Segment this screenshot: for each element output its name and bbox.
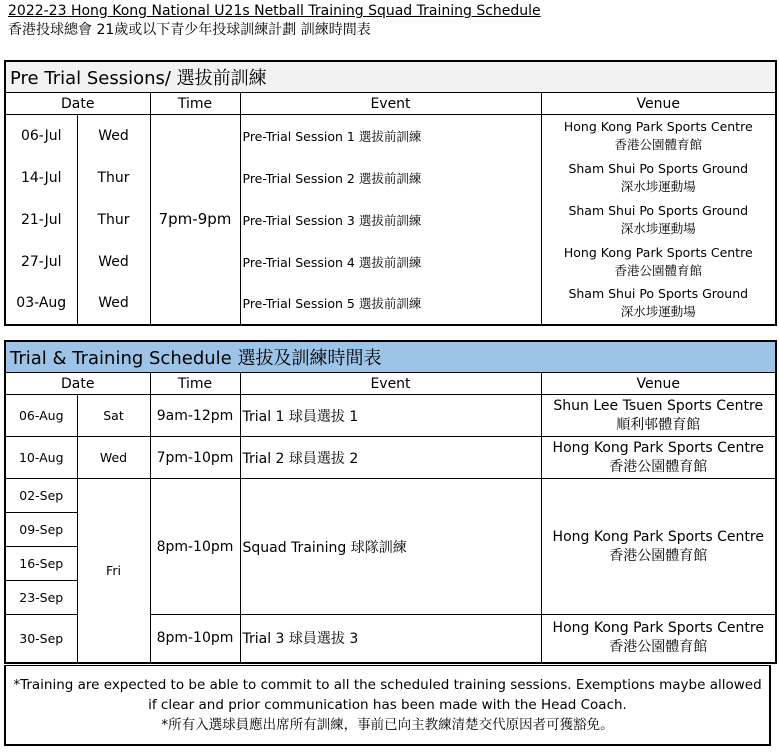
- footnote-line-1: *Training are expected to be able to commit to all the scheduled training sessions. Exemptions maybe allowed: [13, 677, 762, 693]
- venue-cell: [541, 157, 776, 199]
- venue-en: Shun Lee Tsuen Sports Centre: [553, 397, 764, 414]
- col-time-header: Time: [150, 93, 240, 115]
- pre-trial-time-cell: 7pm-9pm: [150, 115, 240, 325]
- venue-cell: [541, 241, 776, 283]
- event-cell: Trial 1 球員選拔 1: [240, 395, 541, 437]
- event-cell: Pre-Trial Session 4 選拔前訓練: [240, 241, 541, 283]
- venue-en: Hong Kong Park Sports Centre: [552, 439, 764, 456]
- venue-cell: [541, 115, 776, 157]
- day-cell: Wed: [77, 437, 150, 479]
- venue-cell: [541, 199, 776, 241]
- date-cell: 02-Sep: [5, 479, 77, 513]
- col-venue-header: Venue: [541, 373, 776, 395]
- date-cell: 06-Jul: [5, 115, 77, 157]
- day-cell: Sat: [77, 395, 150, 437]
- trial-table: [4, 340, 777, 664]
- table-row: [5, 157, 776, 199]
- day-cell: Thur: [77, 199, 150, 241]
- pre-trial-table: [4, 60, 777, 326]
- date-cell: 10-Aug: [5, 437, 77, 479]
- venue-zh: 香港公園體育館: [609, 458, 708, 475]
- venue-zh: 順利邨體育館: [616, 416, 701, 433]
- date-cell: 21-Jul: [5, 199, 77, 241]
- venue-cell: [541, 283, 776, 325]
- venue-en: Hong Kong Park Sports Centre: [552, 528, 764, 545]
- time-cell: 8pm-10pm: [150, 479, 240, 615]
- day-cell: Fri: [77, 479, 150, 663]
- venue-en: Hong Kong Park Sports Centre: [563, 244, 753, 260]
- venue-cell: [541, 479, 776, 615]
- venue-zh: 香港公園體育館: [609, 547, 708, 564]
- day-cell: Wed: [77, 115, 150, 157]
- col-date-header: Date: [5, 373, 150, 395]
- event-cell: Pre-Trial Session 5 選拔前訓練: [240, 283, 541, 325]
- venue-zh: 深水埗運動場: [620, 178, 696, 194]
- date-cell: 06-Aug: [5, 395, 77, 437]
- col-event-header: Event: [240, 373, 541, 395]
- date-cell: 23-Sep: [5, 581, 77, 615]
- col-date-header: Date: [5, 93, 150, 115]
- venue-cell: [541, 395, 776, 437]
- event-cell: Trial 2 球員選拔 2: [240, 437, 541, 479]
- time-cell: 8pm-10pm: [150, 615, 240, 663]
- pre-trial-heading: Pre Trial Sessions/ 選拔前訓練: [5, 61, 776, 93]
- event-cell: Trial 3 球員選拔 3: [240, 615, 541, 663]
- col-event-header: Event: [240, 93, 541, 115]
- venue-zh: 香港公園體育館: [614, 262, 703, 278]
- col-time-header: Time: [150, 373, 240, 395]
- day-cell: Wed: [77, 283, 150, 325]
- date-cell: 16-Sep: [5, 547, 77, 581]
- col-venue-header: Venue: [541, 93, 776, 115]
- table-row: [5, 241, 776, 283]
- time-cell: 9am-12pm: [150, 395, 240, 437]
- table-row: [5, 199, 776, 241]
- footnote-line-2: if clear and prior communication has been made with the Head Coach.: [148, 697, 627, 713]
- date-cell: 09-Sep: [5, 513, 77, 547]
- table-row: [5, 115, 776, 157]
- date-cell: 03-Aug: [5, 283, 77, 325]
- event-cell: Pre-Trial Session 1 選拔前訓練: [240, 115, 541, 157]
- date-cell: 27-Jul: [5, 241, 77, 283]
- date-cell: 30-Sep: [5, 615, 77, 663]
- day-cell: Wed: [77, 241, 150, 283]
- day-cell: Thur: [77, 157, 150, 199]
- title-chinese: 香港投球總會 21歲或以下青少年投球訓練計劃 訓練時間表: [8, 22, 371, 38]
- venue-en: Sham Shui Po Sports Ground: [568, 286, 749, 301]
- table-row: [5, 283, 776, 325]
- trial-heading: Trial & Training Schedule 選拔及訓練時間表: [5, 341, 776, 373]
- venue-en: Hong Kong Park Sports Centre: [563, 118, 753, 134]
- venue-zh: 香港公園體育館: [609, 639, 708, 656]
- time-cell: 7pm-10pm: [150, 437, 240, 479]
- table-row: [5, 437, 776, 479]
- event-cell: Pre-Trial Session 3 選拔前訓練: [240, 199, 541, 241]
- table-row: [5, 395, 776, 437]
- event-cell: Pre-Trial Session 2 選拔前訓練: [240, 157, 541, 199]
- venue-cell: [541, 437, 776, 479]
- event-cell: Squad Training 球隊訓練: [240, 479, 541, 615]
- title-english: 2022-23 Hong Kong National U21s Netball Training Squad Training Schedule: [8, 3, 541, 19]
- date-cell: 14-Jul: [5, 157, 77, 199]
- venue-cell: [541, 615, 776, 663]
- venue-en: Hong Kong Park Sports Centre: [552, 620, 764, 637]
- venue-zh: 深水埗運動場: [620, 220, 696, 236]
- venue-en: Sham Shui Po Sports Ground: [568, 202, 749, 218]
- venue-en: Sham Shui Po Sports Ground: [568, 160, 749, 176]
- venue-zh: 深水埗運動場: [620, 304, 696, 319]
- venue-zh: 香港公園體育館: [614, 136, 703, 152]
- footnote-line-3: *所有入選球員應出席所有訓練，事前已向主教練清楚交代原因者可獲豁免。: [161, 717, 614, 733]
- footnote: [4, 665, 771, 746]
- table-row: [5, 479, 776, 513]
